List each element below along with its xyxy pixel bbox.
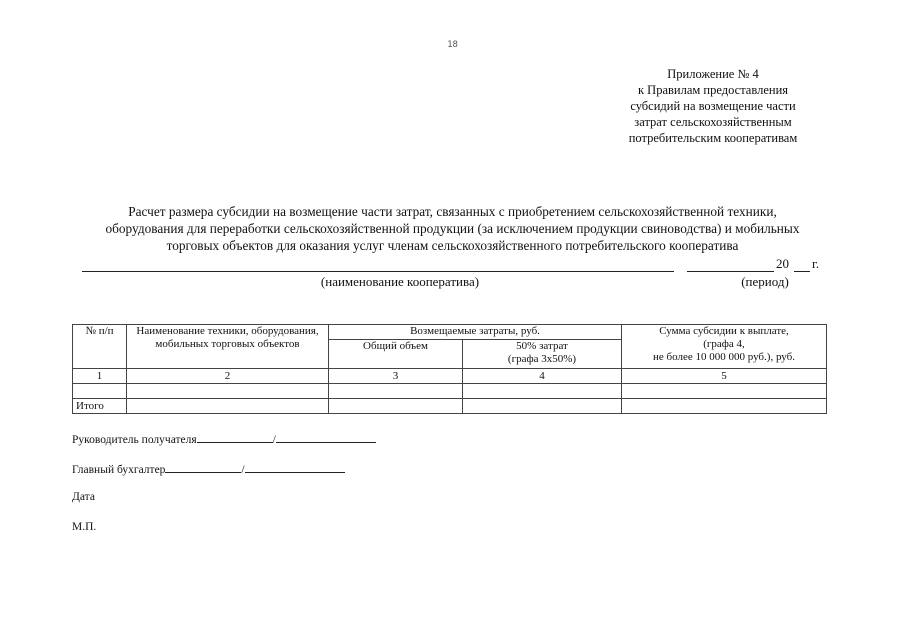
year-suffix: г.	[812, 256, 820, 271]
date-label: Дата	[72, 491, 95, 503]
signature-separator: /	[272, 434, 276, 446]
table-row	[73, 384, 827, 399]
table-cell[interactable]	[622, 399, 827, 414]
table-cell[interactable]	[463, 384, 622, 399]
stamp-label: М.П.	[72, 521, 97, 533]
page-number: 18	[447, 40, 458, 50]
table-cell[interactable]	[329, 399, 463, 414]
year-prefix: 20	[776, 256, 789, 271]
document-title	[40, 203, 865, 254]
head-signature	[72, 431, 376, 446]
header-subsidy-line: (графа 4,	[703, 338, 745, 350]
column-number: 2	[127, 369, 329, 384]
appendix-line: потребительским кооперативам	[628, 131, 798, 145]
appendix-line: Приложение № 4	[667, 67, 759, 81]
table-cell[interactable]	[329, 384, 463, 399]
header-50-note: (графа 3х50%)	[507, 353, 577, 365]
header-subsidy-line: не более 10 000 000 руб.), руб.	[653, 351, 796, 363]
appendix-line: к Правилам предоставления	[637, 83, 789, 97]
title-line: оборудования для переработки сельскохозяйственной продукции (за исключением продукции свиноводства) и мобильных	[105, 221, 800, 236]
table-cell[interactable]	[73, 384, 127, 399]
accountant-name-line[interactable]	[245, 461, 345, 473]
appendix-heading	[598, 66, 828, 146]
column-number: 5	[622, 369, 827, 384]
header-total-volume: Общий объем	[329, 340, 463, 369]
table-cell[interactable]	[463, 399, 622, 414]
year-line	[794, 271, 810, 272]
head-signature-line[interactable]	[197, 431, 273, 443]
table-header-row	[73, 325, 827, 340]
title-line: торговых объектов для оказания услуг членам сельскохозяйственного потребительского кооператива	[166, 238, 739, 253]
total-row	[73, 399, 827, 414]
accountant-signature	[72, 461, 345, 476]
table-cell[interactable]	[622, 384, 827, 399]
table-cell[interactable]	[127, 399, 329, 414]
period-line	[687, 271, 774, 272]
header-50-label: 50% затрат	[516, 340, 568, 352]
column-number-row	[73, 369, 827, 384]
appendix-line: субсидий на возмещение части	[630, 99, 796, 113]
head-name-line[interactable]	[276, 431, 376, 443]
signature-separator: /	[241, 464, 245, 476]
header-name: Наименование техники, оборудования, мобильных торговых объектов	[127, 325, 329, 369]
column-number: 1	[73, 369, 127, 384]
accountant-signature-label: Главный бухгалтер	[72, 464, 166, 476]
column-number: 4	[463, 369, 622, 384]
header-subsidy	[622, 325, 827, 369]
total-label: Итого	[73, 399, 127, 414]
header-50-percent	[463, 340, 622, 369]
period-caption: (период)	[741, 274, 789, 289]
head-signature-label: Руководитель получателя	[72, 434, 197, 446]
cooperative-name-caption: (наименование кооператива)	[320, 274, 480, 289]
cooperative-name-line	[82, 271, 674, 272]
subsidy-table	[72, 324, 827, 414]
table-cell[interactable]	[127, 384, 329, 399]
column-number: 3	[329, 369, 463, 384]
header-subsidy-line: Сумма субсидии к выплате,	[659, 325, 789, 337]
accountant-signature-line[interactable]	[165, 461, 241, 473]
header-number: № п/п	[73, 325, 127, 369]
appendix-line: затрат сельскохозяйственным	[634, 115, 792, 129]
header-costs: Возмещаемые затраты, руб.	[329, 325, 622, 340]
title-line: Расчет размера субсидии на возмещение части затрат, связанных с приобретением сельскохозяйственной техники,	[128, 204, 777, 219]
